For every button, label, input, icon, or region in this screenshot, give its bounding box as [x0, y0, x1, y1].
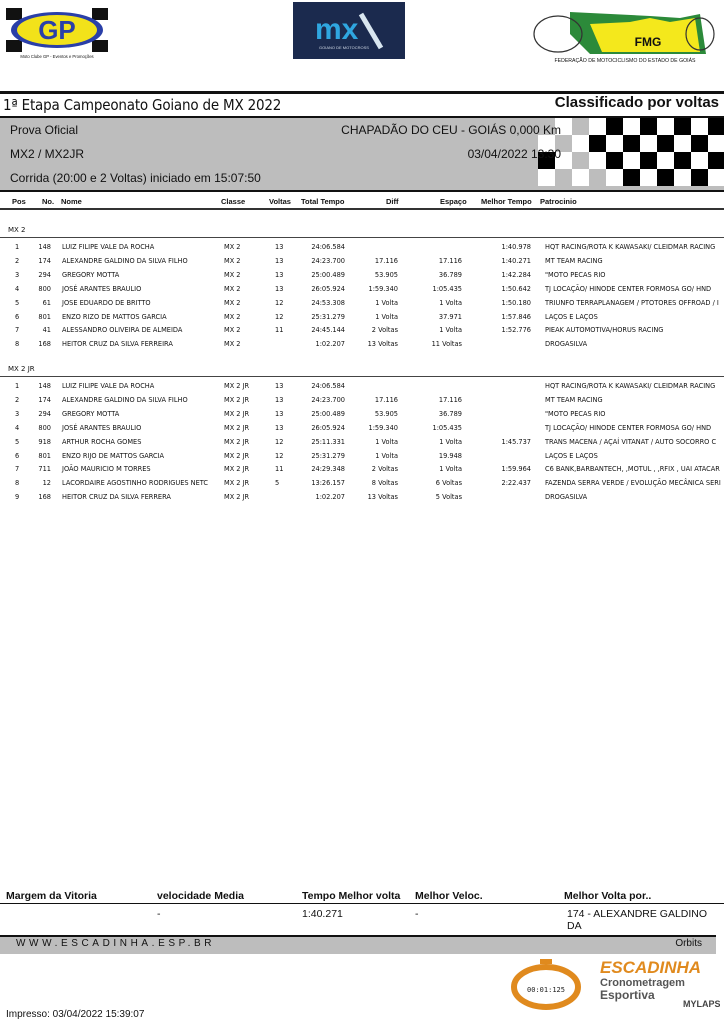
column-header-pos: Pos — [12, 197, 26, 206]
cell-cls: MX 2 — [224, 326, 241, 335]
cell-sponsor: "MOTO PECAS RIO — [545, 270, 606, 279]
cell-total: 25:31.279 — [311, 451, 345, 460]
cell-diff: 1 Volta — [375, 298, 398, 307]
race-info: Corrida (20:00 e 2 Voltas) iniciado em 15:07:50 — [10, 171, 261, 185]
cell-cls: MX 2 JR — [224, 479, 250, 488]
cell-laps: 13 — [275, 270, 284, 279]
cell-total: 25:00.489 — [311, 270, 345, 279]
cell-no: 148 — [38, 382, 51, 390]
cell-no: 294 — [38, 270, 51, 279]
cell-cls: MX 2 — [224, 256, 241, 265]
cell-name: JOÃO MAURICIO M TORRES — [62, 465, 151, 474]
header-rule — [0, 208, 724, 210]
cell-pos: 5 — [15, 298, 20, 307]
cell-total: 24:53.308 — [311, 298, 345, 307]
class-group-label: MX 2 — [8, 226, 26, 234]
cell-gap: 1 Volta — [439, 326, 462, 335]
summary-label: Melhor Veloc. — [415, 890, 483, 902]
result-row — [0, 449, 724, 463]
cell-name: GREGORY MOTTA — [62, 270, 120, 279]
svg-text:ESCADINHA: ESCADINHA — [600, 958, 702, 977]
cell-gap: 1 Volta — [439, 437, 462, 446]
cell-no: 294 — [38, 409, 51, 418]
cell-sponsor: "MOTO PECAS RIO — [545, 409, 606, 418]
cell-total: 24:29.348 — [311, 465, 345, 474]
result-row — [0, 323, 724, 337]
cell-laps: 13 — [275, 256, 284, 265]
cell-pos: 5 — [15, 437, 20, 446]
cell-total: 13:26.157 — [311, 479, 345, 488]
event-location: CHAPADÃO DO CEU - GOIÁS 0,000 Km — [341, 123, 561, 137]
cell-pos: 3 — [15, 270, 20, 279]
cell-gap: 1:05.435 — [432, 284, 462, 293]
cell-no: 711 — [38, 465, 51, 474]
cell-no: 174 — [38, 256, 51, 265]
cell-best: 1:40.978 — [501, 243, 531, 251]
timing-system-label: Orbits — [675, 938, 702, 949]
cell-name: JOSÉ ARANTES BRAULIO — [62, 284, 142, 293]
cell-cls: MX 2 JR — [224, 423, 250, 432]
cell-name: LUIZ FILIPE VALE DA ROCHA — [62, 382, 155, 390]
svg-text:GOIANO DE MOTOCROSS: GOIANO DE MOTOCROSS — [319, 45, 369, 50]
cell-laps: 13 — [275, 284, 284, 293]
result-row — [0, 393, 724, 407]
cell-diff: 1:59.340 — [368, 423, 398, 432]
cell-pos: 2 — [15, 256, 20, 265]
cell-gap: 1:05.435 — [432, 423, 462, 432]
summary-value: - — [157, 908, 161, 920]
result-row — [0, 254, 724, 268]
cell-sponsor: DROGASILVA — [545, 340, 588, 349]
cell-best: 1:57.846 — [501, 312, 531, 321]
cell-no: 801 — [38, 312, 51, 321]
group-rule — [0, 237, 724, 238]
result-row — [0, 407, 724, 421]
cell-total: 24:06.584 — [311, 243, 345, 251]
fmg-federation-logo — [530, 4, 720, 64]
cell-diff: 13 Voltas — [367, 340, 398, 349]
event-title: 1ª Etapa Campeonato Goiano de MX 2022 — [3, 96, 282, 114]
group-rule — [0, 376, 724, 377]
result-row — [0, 240, 724, 254]
website-link[interactable]: WWW.ESCADINHA.ESP.BR — [16, 938, 216, 949]
cell-total: 26:05.924 — [311, 284, 345, 293]
cell-best: 1:59.964 — [501, 465, 531, 474]
cell-no: 174 — [38, 395, 51, 404]
cell-sponsor: TRIUNFO TERRAPLANAGEM / PTOTORES OFFROAD / I — [545, 298, 719, 307]
summary-rule — [0, 903, 724, 904]
svg-text:FMG: FMG — [634, 35, 662, 49]
cell-sponsor: C6 BANK,BARBANTECH, ,MOTUL , ,RFIX , UAI ATACAR — [545, 465, 720, 474]
result-row — [0, 337, 724, 351]
cell-name: ALESSANDRO OLIVEIRA DE ALMEIDA — [62, 326, 183, 335]
cell-gap: 19.948 — [438, 451, 462, 460]
cell-laps: 12 — [275, 312, 284, 321]
summary-label: Margem da Vitoria — [6, 890, 97, 902]
escadinha-logo — [508, 955, 720, 1011]
cell-name: ARTHUR ROCHA GOMES — [62, 437, 142, 446]
cell-diff: 1 Volta — [375, 437, 398, 446]
result-row — [0, 310, 724, 324]
cell-no: 918 — [38, 437, 51, 446]
cell-sponsor: DROGASILVA — [545, 493, 588, 502]
summary-label: Tempo Melhor volta — [302, 890, 401, 902]
cell-sponsor: TRANS MACENA / AÇAÍ VITANAT / AUTO SOCORRO C — [545, 437, 717, 446]
cell-diff: 8 Voltas — [371, 479, 398, 488]
cell-cls: MX 2 — [224, 312, 241, 321]
cell-sponsor: TJ LOCAÇÃO/ HINODE CENTER FORMOSA GO/ HND — [545, 423, 712, 432]
svg-text:Esportiva: Esportiva — [600, 988, 655, 1002]
cell-diff: 13 Voltas — [367, 493, 398, 502]
svg-text:MYLAPS: MYLAPS — [683, 999, 720, 1009]
cell-cls: MX 2 JR — [224, 395, 250, 404]
cell-laps: 12 — [275, 437, 284, 446]
cell-diff: 17.116 — [374, 256, 398, 265]
cell-laps: 13 — [275, 423, 284, 432]
cell-sponsor: HQT RACING/ROTA K KAWASAKI/ CLEIDMAR RACING — [545, 382, 716, 390]
result-row — [0, 296, 724, 310]
cell-laps: 13 — [275, 395, 284, 404]
cell-gap: 1 Volta — [439, 465, 462, 474]
svg-text:Cronometragem: Cronometragem — [600, 977, 685, 989]
cell-no: 168 — [38, 340, 51, 349]
cell-name: JOSE EDUARDO DE BRITTO — [62, 298, 151, 307]
report-type: Classificado por voltas — [554, 94, 719, 111]
cell-name: JOSÉ ARANTES BRAULIO — [62, 423, 142, 432]
summary-value: - — [415, 908, 419, 920]
cell-pos: 7 — [15, 465, 20, 474]
cell-pos: 6 — [15, 312, 20, 321]
cell-cls: MX 2 — [224, 243, 241, 251]
printed-timestamp: Impresso: 03/04/2022 15:39:07 — [6, 1009, 145, 1020]
cell-gap: 37.971 — [438, 312, 462, 321]
cell-total: 24:23.700 — [311, 395, 345, 404]
cell-cls: MX 2 — [224, 340, 241, 349]
cell-total: 25:00.489 — [311, 409, 345, 418]
cell-no: 41 — [42, 326, 51, 335]
cell-cls: MX 2 JR — [224, 382, 250, 390]
cell-total: 24:45.144 — [311, 326, 345, 335]
cell-diff: 53.905 — [374, 270, 398, 279]
cell-best: 2:22.437 — [501, 479, 531, 488]
cell-no: 800 — [38, 284, 51, 293]
cell-total: 1:02.207 — [315, 493, 345, 502]
cell-name: ALEXANDRE GALDINO DA SILVA FILHO — [62, 395, 188, 404]
column-header-melhor-tempo: Melhor Tempo — [481, 197, 532, 206]
summary-value: 1:40.271 — [302, 908, 343, 920]
event-date: 03/04/2022 13:30 — [467, 147, 561, 161]
cell-diff: 2 Voltas — [371, 326, 398, 335]
cell-gap: 36.789 — [438, 270, 462, 279]
event-type: Prova Oficial — [10, 123, 79, 137]
cell-gap: 11 Voltas — [431, 340, 462, 349]
cell-laps: 12 — [275, 451, 284, 460]
svg-text:Moto Clube GP - Eventos e Prom: Moto Clube GP - Eventos e Promoções — [20, 54, 94, 59]
cell-cls: MX 2 JR — [224, 465, 250, 474]
result-row — [0, 379, 724, 393]
cell-name: ALEXANDRE GALDINO DA SILVA FILHO — [62, 256, 188, 265]
cell-no: 148 — [38, 243, 51, 251]
cell-name: LACORDAIRE AGOSTINHO RODRIGUES NETC — [62, 479, 208, 488]
svg-text:GP: GP — [38, 15, 76, 45]
cell-pos: 1 — [15, 382, 20, 390]
cell-gap: 5 Voltas — [435, 493, 462, 502]
cell-gap: 1 Volta — [439, 298, 462, 307]
cell-pos: 6 — [15, 451, 20, 460]
event-classes: MX2 / MX2JR — [10, 147, 85, 161]
summary-label: velocidade Media — [157, 890, 244, 902]
cell-name: GREGORY MOTTA — [62, 409, 120, 418]
cell-diff: 53.905 — [374, 409, 398, 418]
cell-name: LUIZ FILIPE VALE DA ROCHA — [62, 243, 155, 251]
cell-laps: 11 — [275, 326, 284, 335]
cell-sponsor: HQT RACING/ROTA K KAWASAKI/ CLEIDMAR RACING — [545, 243, 716, 251]
cell-total: 26:05.924 — [311, 423, 345, 432]
cell-pos: 8 — [15, 340, 20, 349]
cell-no: 168 — [38, 493, 51, 502]
cell-diff: 1:59.340 — [368, 284, 398, 293]
column-header-classe: Classe — [221, 197, 246, 206]
cell-diff: 1 Volta — [375, 451, 398, 460]
cell-total: 25:11.331 — [311, 437, 345, 446]
cell-sponsor: TJ LOCAÇÃO/ HINODE CENTER FORMOSA GO/ HND — [545, 284, 712, 293]
cell-name: HEITOR CRUZ DA SILVA FERRERA — [62, 493, 171, 502]
column-header-no: No. — [42, 197, 55, 206]
cell-best: 1:50.180 — [501, 298, 531, 307]
result-row — [0, 490, 724, 504]
cell-laps: 12 — [275, 298, 284, 307]
class-group-label: MX 2 JR — [8, 365, 35, 373]
result-row — [0, 476, 724, 490]
cell-cls: MX 2 — [224, 284, 241, 293]
cell-cls: MX 2 JR — [224, 493, 250, 502]
cell-pos: 2 — [15, 395, 20, 404]
cell-sponsor: LAÇOS E LAÇOS — [545, 451, 598, 460]
cell-laps: 13 — [275, 409, 284, 418]
summary-label: Melhor Volta por.. — [564, 890, 652, 902]
cell-total: 24:06.584 — [311, 382, 345, 390]
cell-gap: 17.116 — [438, 256, 462, 265]
cell-sponsor: FAZENDA SERRA VERDE / EVOLUÇÃO MECÂNICA SERI — [545, 479, 721, 488]
cell-pos: 7 — [15, 326, 20, 335]
cell-pos: 4 — [15, 423, 20, 432]
cell-pos: 3 — [15, 409, 20, 418]
column-header-total-tempo: Total Tempo — [301, 197, 345, 206]
column-header-nome: Nome — [61, 197, 82, 206]
cell-best: 1:50.642 — [501, 284, 531, 293]
cell-pos: 9 — [15, 493, 20, 502]
cell-gap: 6 Voltas — [435, 479, 462, 488]
column-header-patrocinio: Patrocinio — [540, 197, 577, 206]
cell-name: ENZO RIJO DE MATTOS GARCIA — [62, 451, 165, 460]
cell-gap: 17.116 — [438, 395, 462, 404]
cell-pos: 1 — [15, 243, 20, 251]
cell-laps: 5 — [275, 479, 280, 488]
goiano-motocross-logo — [293, 2, 405, 59]
result-row — [0, 462, 724, 476]
cell-cls: MX 2 — [224, 298, 241, 307]
column-header-diff: Diff — [386, 197, 399, 206]
svg-text:mx: mx — [315, 13, 359, 46]
cell-cls: MX 2 JR — [224, 451, 250, 460]
cell-laps: 13 — [275, 382, 284, 390]
cell-pos: 8 — [15, 479, 20, 488]
cell-pos: 4 — [15, 284, 20, 293]
cell-sponsor: LAÇOS E LAÇOS — [545, 312, 598, 321]
cell-total: 25:31.279 — [311, 312, 345, 321]
cell-no: 801 — [38, 451, 51, 460]
cell-gap: 36.789 — [438, 409, 462, 418]
cell-name: HEITOR CRUZ DA SILVA FERREIRA — [62, 340, 173, 349]
result-row — [0, 421, 724, 435]
cell-no: 800 — [38, 423, 51, 432]
cell-diff: 2 Voltas — [371, 465, 398, 474]
cell-best: 1:52.776 — [501, 326, 531, 335]
cell-sponsor: MT TEAM RACING — [545, 256, 603, 265]
cell-total: 24:23.700 — [311, 256, 345, 265]
result-row — [0, 282, 724, 296]
cell-no: 61 — [42, 298, 51, 307]
cell-best: 1:40.271 — [501, 256, 531, 265]
cell-cls: MX 2 JR — [224, 437, 250, 446]
result-row — [0, 435, 724, 449]
svg-text:FEDERAÇÃO DE MOTOCICLISMO DO E: FEDERAÇÃO DE MOTOCICLISMO DO ESTADO DE GOIÁS — [554, 58, 696, 64]
cell-name: ENZO RIZO DE MATTOS GARCIA — [62, 312, 167, 321]
cell-cls: MX 2 JR — [224, 409, 250, 418]
cell-no: 12 — [42, 479, 51, 488]
cell-best: 1:42.284 — [501, 270, 531, 279]
svg-text:00:01:125: 00:01:125 — [527, 986, 565, 994]
cell-sponsor: MT TEAM RACING — [545, 395, 603, 404]
cell-diff: 17.116 — [374, 395, 398, 404]
result-row — [0, 268, 724, 282]
cell-laps: 11 — [275, 465, 284, 474]
cell-best: 1:45.737 — [501, 437, 531, 446]
cell-sponsor: PIEAK AUTOMOTIVA/HORUS RACING — [545, 326, 664, 335]
column-header-voltas: Voltas — [269, 197, 291, 206]
cell-diff: 1 Volta — [375, 312, 398, 321]
checkered-flag-graphic — [548, 118, 724, 186]
moto-clube-gp-logo — [6, 8, 108, 60]
cell-cls: MX 2 — [224, 270, 241, 279]
summary-value: 174 - ALEXANDRE GALDINO DA — [567, 908, 708, 932]
cell-laps: 13 — [275, 243, 284, 251]
column-header-espa-o: Espaço — [440, 197, 467, 206]
cell-total: 1:02.207 — [315, 340, 345, 349]
